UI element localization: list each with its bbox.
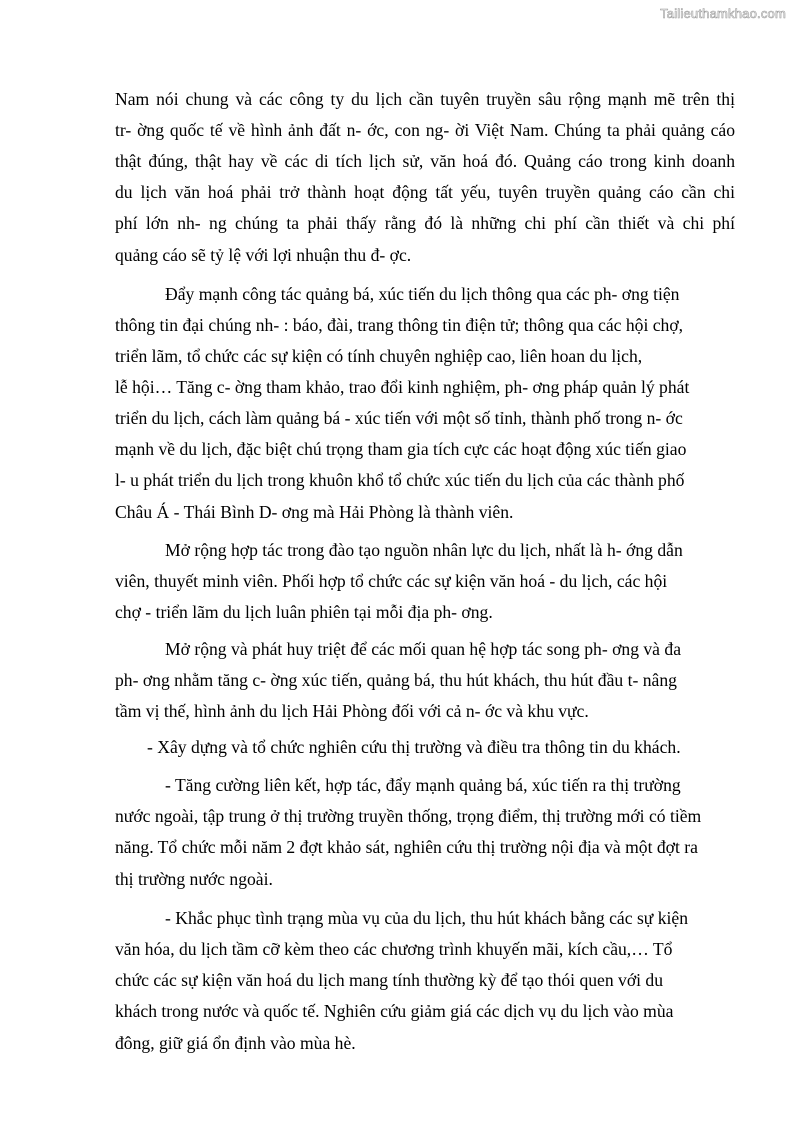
text-line: ph- ơng nhằm tăng c- ờng xúc tiến, quảng bá, thu hút khách, thu hút đầu t- nâng	[115, 670, 677, 690]
text-line: thông tin đại chúng nh- : báo, đài, trang thông tin điện tử; thông qua các hội chợ,	[115, 315, 684, 335]
text-line: - Xây dựng và tổ chức nghiên cứu thị trường và điều tra thông tin du khách.	[147, 737, 681, 757]
text-line: quảng cáo sẽ tỷ lệ với lợi nhuận thu đ- ợc.	[115, 245, 412, 265]
watermark-text: Tailieuthamkhao.com	[660, 6, 786, 21]
text-line: Đẩy mạnh công tác quảng bá, xúc tiến du lịch thông qua các ph- ơng tiện	[165, 284, 680, 304]
text-line: - Khắc phục tình trạng mùa vụ của du lịch, thu hút khách bằng các sự kiện	[165, 908, 689, 928]
text-line: tr- ờng quốc tế về hình ảnh đất n- ớc, con ng- ời Việt Nam. Chúng ta phải quảng cáo	[115, 120, 735, 140]
text-line: phí lớn nh- ng chúng ta phải thấy rằng đó là những chi phí cần thiết và chi phí	[115, 213, 735, 233]
text-line: lễ hội… Tăng c- ờng tham khảo, trao đổi kinh nghiệm, ph- ơng pháp quản lý phát	[115, 377, 690, 397]
text-line: đông, giữ giá ổn định vào mùa hè.	[115, 1033, 356, 1053]
text-line: chức các sự kiện văn hoá du lịch mang tính thường kỳ để tạo thói quen với du	[115, 970, 664, 990]
text-line: viên, thuyết minh viên. Phối hợp tổ chức các sự kiện văn hoá - du lịch, các hội	[115, 571, 668, 591]
text-line: triển du lịch, cách làm quảng bá - xúc tiến với một số tỉnh, thành phố trong n- ớc	[115, 408, 683, 428]
text-line: Châu Á - Thái Bình D- ơng mà Hải Phòng là thành viên.	[115, 502, 514, 522]
text-line: Mở rộng hợp tác trong đào tạo nguồn nhân lực du lịch, nhất là h- ớng dẫn	[165, 540, 683, 560]
text-line: - Tăng cường liên kết, hợp tác, đẩy mạnh quảng bá, xúc tiến ra thị trường	[165, 775, 681, 795]
text-line: Mở rộng và phát huy triệt để các mối quan hệ hợp tác song ph- ơng và đa	[165, 639, 682, 659]
text-line: mạnh về du lịch, đặc biệt chú trọng tham gia tích cực các hoạt động xúc tiến giao	[115, 439, 687, 459]
text-line: triển lãm, tổ chức các sự kiện có tính chuyên nghiệp cao, liên hoan du lịch,	[115, 346, 643, 366]
text-line: nước ngoài, tập trung ở thị trường truyền thống, trọng điểm, thị trường mới có tiềm	[115, 806, 702, 826]
text-line: thị trường nước ngoài.	[115, 869, 273, 889]
text-line: du lịch văn hoá phải trở thành hoạt động tất yếu, tuyên truyền quảng cáo cần chi	[115, 182, 735, 202]
text-line: chợ - triển lãm du lịch luân phiên tại mỗi địa ph- ơng.	[115, 602, 493, 622]
text-line: văn hóa, du lịch tầm cỡ kèm theo các chương trình khuyến mãi, kích cầu,… Tổ	[115, 939, 673, 959]
text-line: Nam nói chung và các công ty du lịch cần tuyên truyền sâu rộng mạnh mẽ trên thị	[115, 89, 735, 109]
text-line: năng. Tổ chức mỗi năm 2 đợt khảo sát, nghiên cứu thị trường nội địa và một đợt ra	[115, 837, 698, 857]
text-line: tầm vị thế, hình ảnh du lịch Hải Phòng đối với cả n- ớc và khu vực.	[115, 701, 589, 721]
text-line: l- u phát triển du lịch trong khuôn khổ tổ chức xúc tiến du lịch của các thành phố	[115, 470, 685, 490]
text-line: thật đúng, thật hay về các di tích lịch sử, văn hoá đó. Quảng cáo trong kinh doanh	[115, 151, 735, 171]
text-line: khách trong nước và quốc tế. Nghiên cứu giảm giá các dịch vụ du lịch vào mùa	[115, 1001, 674, 1021]
